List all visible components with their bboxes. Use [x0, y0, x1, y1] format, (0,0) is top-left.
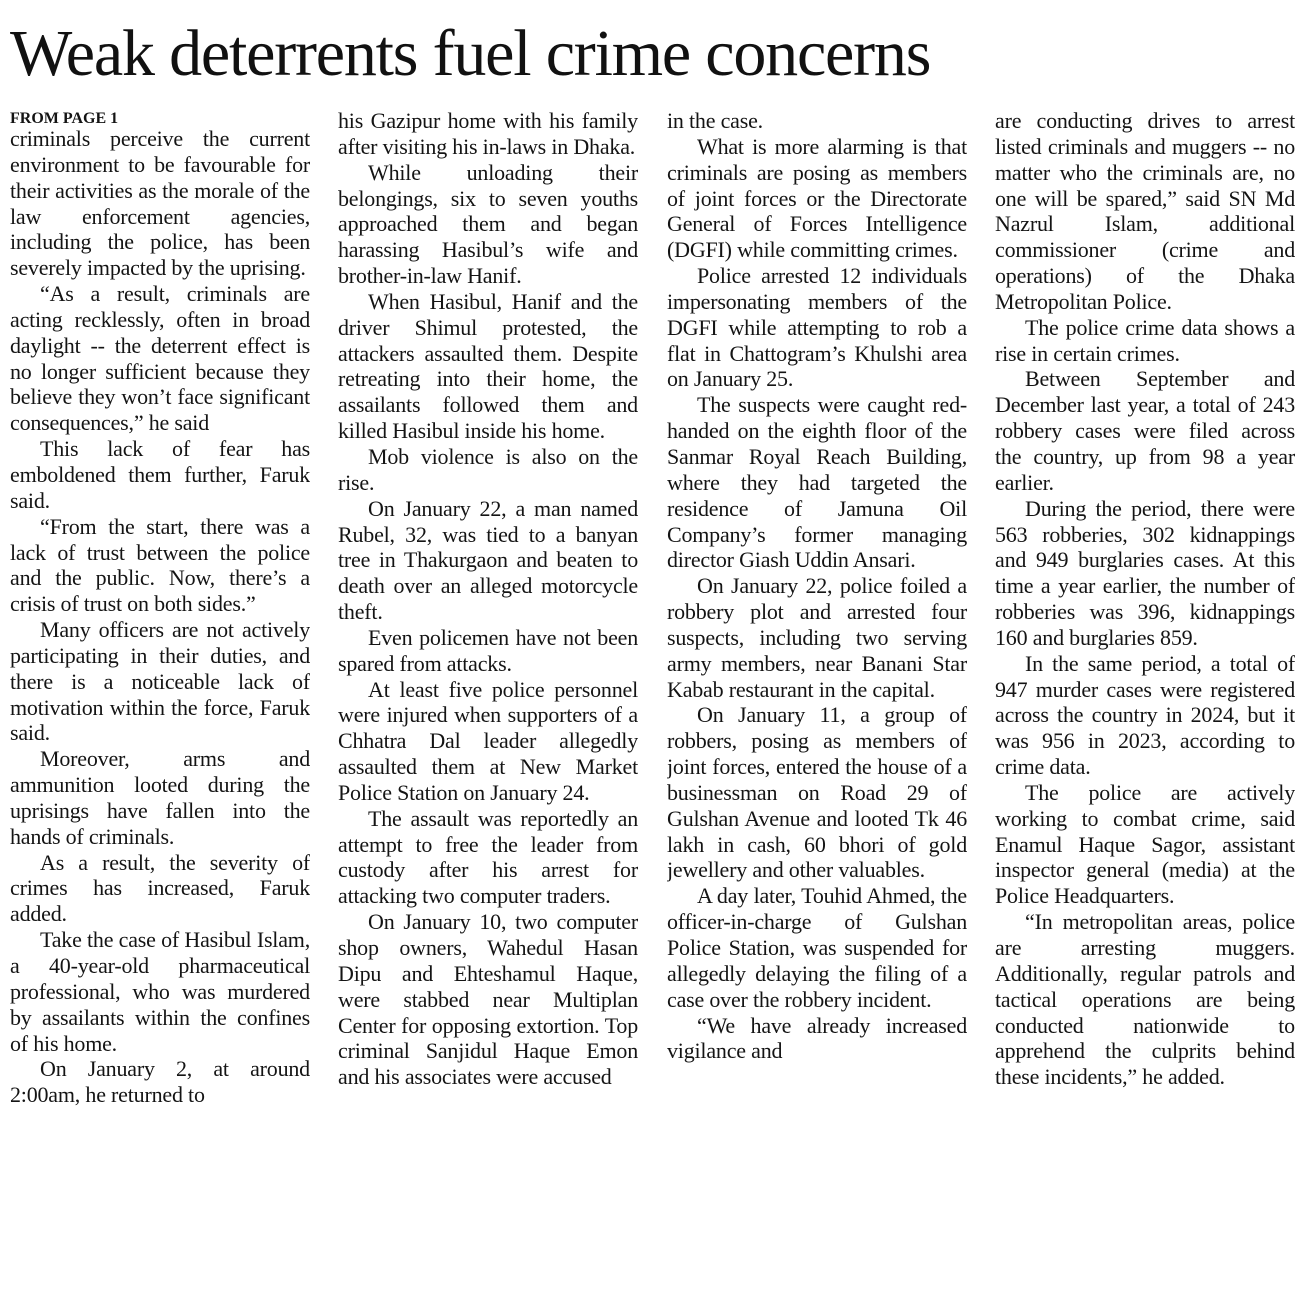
paragraph: On January 10, two computer shop owners, Wahedul Hasan Dipu and Ehteshamul Haque, were stabbed near Multiplan Center for opposing extortion. Top criminal Sanjidul Haque Emon and his associates were accused	[338, 909, 638, 1090]
paragraph: The police are actively working to combat crime, said Enamul Haque Sagor, assistant inspector general (media) at the Police Headquarters.	[995, 779, 1295, 909]
article-column-1	[10, 108, 310, 1308]
article-column-3	[667, 108, 967, 1308]
paragraph: On January 11, a group of robbers, posing as members of joint forces, entered the house of a businessman on Road 29 of Gulshan Avenue and looted Tk 46 lakh in cash, 60 bhori of gold jewellery and other valuables.	[667, 702, 967, 883]
paragraph: During the period, there were 563 robberies, 302 kidnappings and 949 burglaries cases. At this time a year earlier, the number of robberies was 396, kidnappings 160 and burglaries 859.	[995, 495, 1295, 650]
paragraph: in the case.	[667, 108, 763, 133]
paragraph: In the same period, a total of 947 murder cases were registered across the country in 2024, but it was 956 in 2023, according to crime data.	[995, 650, 1295, 780]
article-headline: Weak deterrents fuel crime concerns	[10, 17, 931, 90]
paragraph: “In metropolitan areas, police are arresting muggers. Additionally, regular patrols and tactical operations are being conducted nationwide to apprehend the culprits behind these incidents,” he added.	[995, 909, 1295, 1090]
paragraph: Moreover, arms and ammunition looted during the uprisings have fallen into the hands of criminals.	[10, 746, 310, 849]
paragraph: “As a result, criminals are acting recklessly, often in broad daylight -- the deterrent effect is no longer sufficient because they believe they won’t face significant consequences,” he said	[10, 281, 310, 436]
paragraph: The suspects were caught red-handed on the eighth floor of the Sanmar Royal Reach Building, where they had targeted the residence of Jamuna Oil Company’s former managing director Giash Uddin Ansari.	[667, 392, 967, 573]
paragraph: On January 22, police foiled a robbery plot and arrested four suspects, including two serving army members, near Banani Star Kabab restaurant in the capital.	[667, 573, 967, 702]
paragraph: “We have already increased vigilance and	[667, 1012, 967, 1064]
article-column-2	[338, 108, 638, 1308]
article-column-4	[995, 108, 1295, 1308]
paragraph: Many officers are not actively participating in their duties, and there is a noticeable lack of motivation within the force, Faruk said.	[10, 617, 310, 746]
paragraph: A day later, Touhid Ahmed, the officer-in-charge of Gulshan Police Station, was suspended for allegedly delaying the filing of a case over the robbery incident.	[667, 883, 967, 1012]
continuation-kicker: FROM PAGE 1	[10, 110, 119, 127]
paragraph: At least five police personnel were injured when supporters of a Chhatra Dal leader allegedly assaulted them at New Market Police Station on January 24.	[338, 676, 638, 805]
paragraph: While unloading their belongings, six to seven youths approached them and began harassing Hasibul’s wife and brother-in-law Hanif.	[338, 159, 638, 289]
paragraph: criminals perceive the current environment to be favourable for their activities as the morale of the law enforcement agencies, including the police, has been severely impacted by the uprising.	[10, 126, 310, 281]
paragraph: The assault was reportedly an attempt to free the leader from custody after his arrest for attacking two computer traders.	[338, 805, 638, 909]
paragraph: On January 22, a man named Rubel, 32, was tied to a banyan tree in Thakurgaon and beaten to death over an alleged motorcycle theft.	[338, 495, 638, 625]
paragraph: Mob violence is also on the rise.	[338, 443, 638, 495]
paragraph: The police crime data shows a rise in certain crimes.	[995, 314, 1295, 366]
paragraph: “From the start, there was a lack of trust between the police and the public. Now, there’s a crisis of trust on both sides.”	[10, 513, 310, 617]
paragraph: Between September and December last year, a total of 243 robbery cases were filed across the country, up from 98 a year earlier.	[995, 366, 1295, 495]
paragraph: This lack of fear has emboldened them further, Faruk said.	[10, 436, 310, 513]
paragraph: On January 2, at around 2:00am, he returned to	[10, 1056, 310, 1108]
paragraph: As a result, the severity of crimes has increased, Faruk added.	[10, 849, 310, 927]
paragraph: Take the case of Hasibul Islam, a 40-year-old pharmaceutical professional, who was murdered by assailants within the confines of his home.	[10, 927, 310, 1056]
paragraph: Even policemen have not been spared from attacks.	[338, 624, 638, 676]
paragraph: What is more alarming is that criminals are posing as members of joint forces or the Directorate General of Forces Intelligence (DGFI) while committing crimes.	[667, 133, 967, 263]
paragraph: Police arrested 12 individuals impersonating members of the DGFI while attempting to rob a flat in Chattogram’s Khulshi area on January 25.	[667, 263, 967, 392]
paragraph: his Gazipur home with his family after visiting his in-laws in Dhaka.	[338, 108, 638, 159]
paragraph: When Hasibul, Hanif and the driver Shimul protested, the attackers assaulted them. Despite retreating into their home, the assailants followed them and killed Hasibul inside his home.	[338, 288, 638, 444]
paragraph: are conducting drives to arrest listed criminals and muggers -- no matter who the criminals are, no one will be spared,” said SN Md Nazrul Islam, additional commissioner (crime and operations) of the Dhaka Metropolitan Police.	[995, 108, 1295, 314]
